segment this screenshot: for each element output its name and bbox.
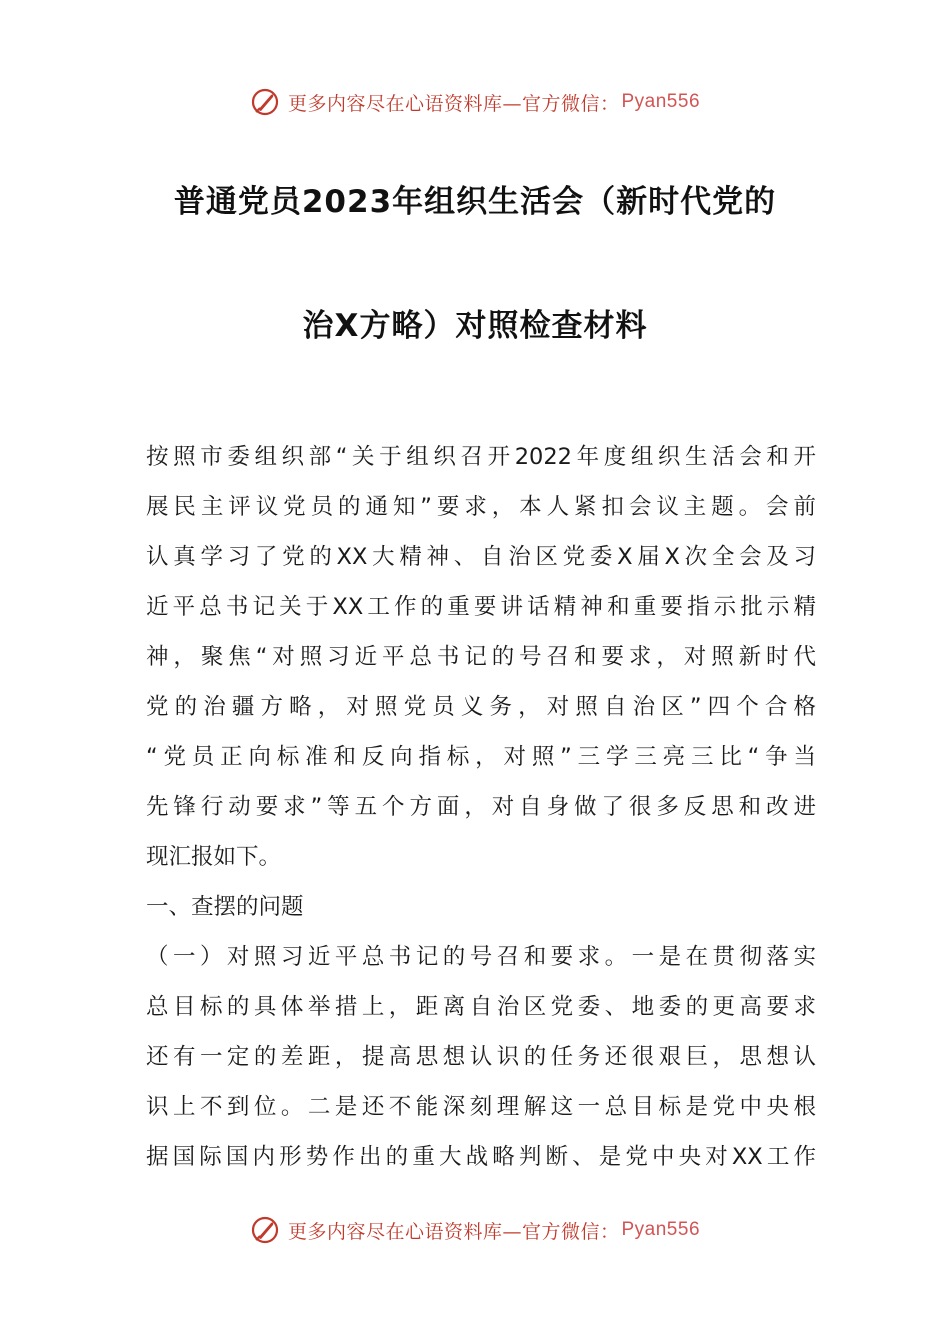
quill-logo-icon [250,87,280,117]
body-line: 总目标的具体举措上，距离自治区党委、地委的更高要求 [146,994,816,1020]
body-line: 党的治疆方略，对照党员义务，对照自治区”四个合格 [146,694,816,720]
watermark-text: 更多内容尽在心语资料库—官方微信： [287,1220,620,1243]
watermark-text: 更多内容尽在心语资料库—官方微信： [287,92,620,115]
body-line: 近平总书记关于XX工作的重要讲话精神和重要指示批示精 [146,594,816,620]
document-title-line-1: 普通党员2023年组织生活会（新时代党的 [173,184,777,220]
watermark-header [0,82,950,122]
body-line: 神，聚焦“对照习近平总书记的号召和要求，对照新时代 [146,644,816,670]
body-line: 识上不到位。二是还不能深刻理解这一总目标是党中央根 [146,1094,816,1120]
body-line: 先锋行动要求”等五个方面，对自身做了很多反思和改进 [146,794,816,820]
quill-logo-icon [250,1215,280,1245]
body-line: 现汇报如下。 [146,844,282,870]
document-title-line-2: 治X方略）对照检查材料 [302,308,648,344]
watermark-wechat-id: Pyan556 [621,1219,701,1240]
body-line: 展民主评议党员的通知”要求，本人紧扣会议主题。会前 [146,494,816,520]
watermark-wechat-id: Pyan556 [621,91,701,112]
body-line: （一）对照习近平总书记的号召和要求。一是在贯彻落实 [146,944,816,970]
body-line: 按照市委组织部“关于组织召开2022年度组织生活会和开 [146,444,816,470]
section-heading: 一、查摆的问题 [146,894,304,920]
watermark-footer [0,1210,950,1250]
body-line: 据国际国内形势作出的重大战略判断、是党中央对XX工作 [146,1144,816,1170]
body-line: 认真学习了党的XX大精神、自治区党委X届X次全会及习 [146,544,816,570]
body-line: 还有一定的差距，提高思想认识的任务还很艰巨，思想认 [146,1044,816,1070]
body-line: “党员正向标准和反向指标，对照”三学三亮三比“争当 [146,744,816,770]
document-body [146,432,816,1182]
